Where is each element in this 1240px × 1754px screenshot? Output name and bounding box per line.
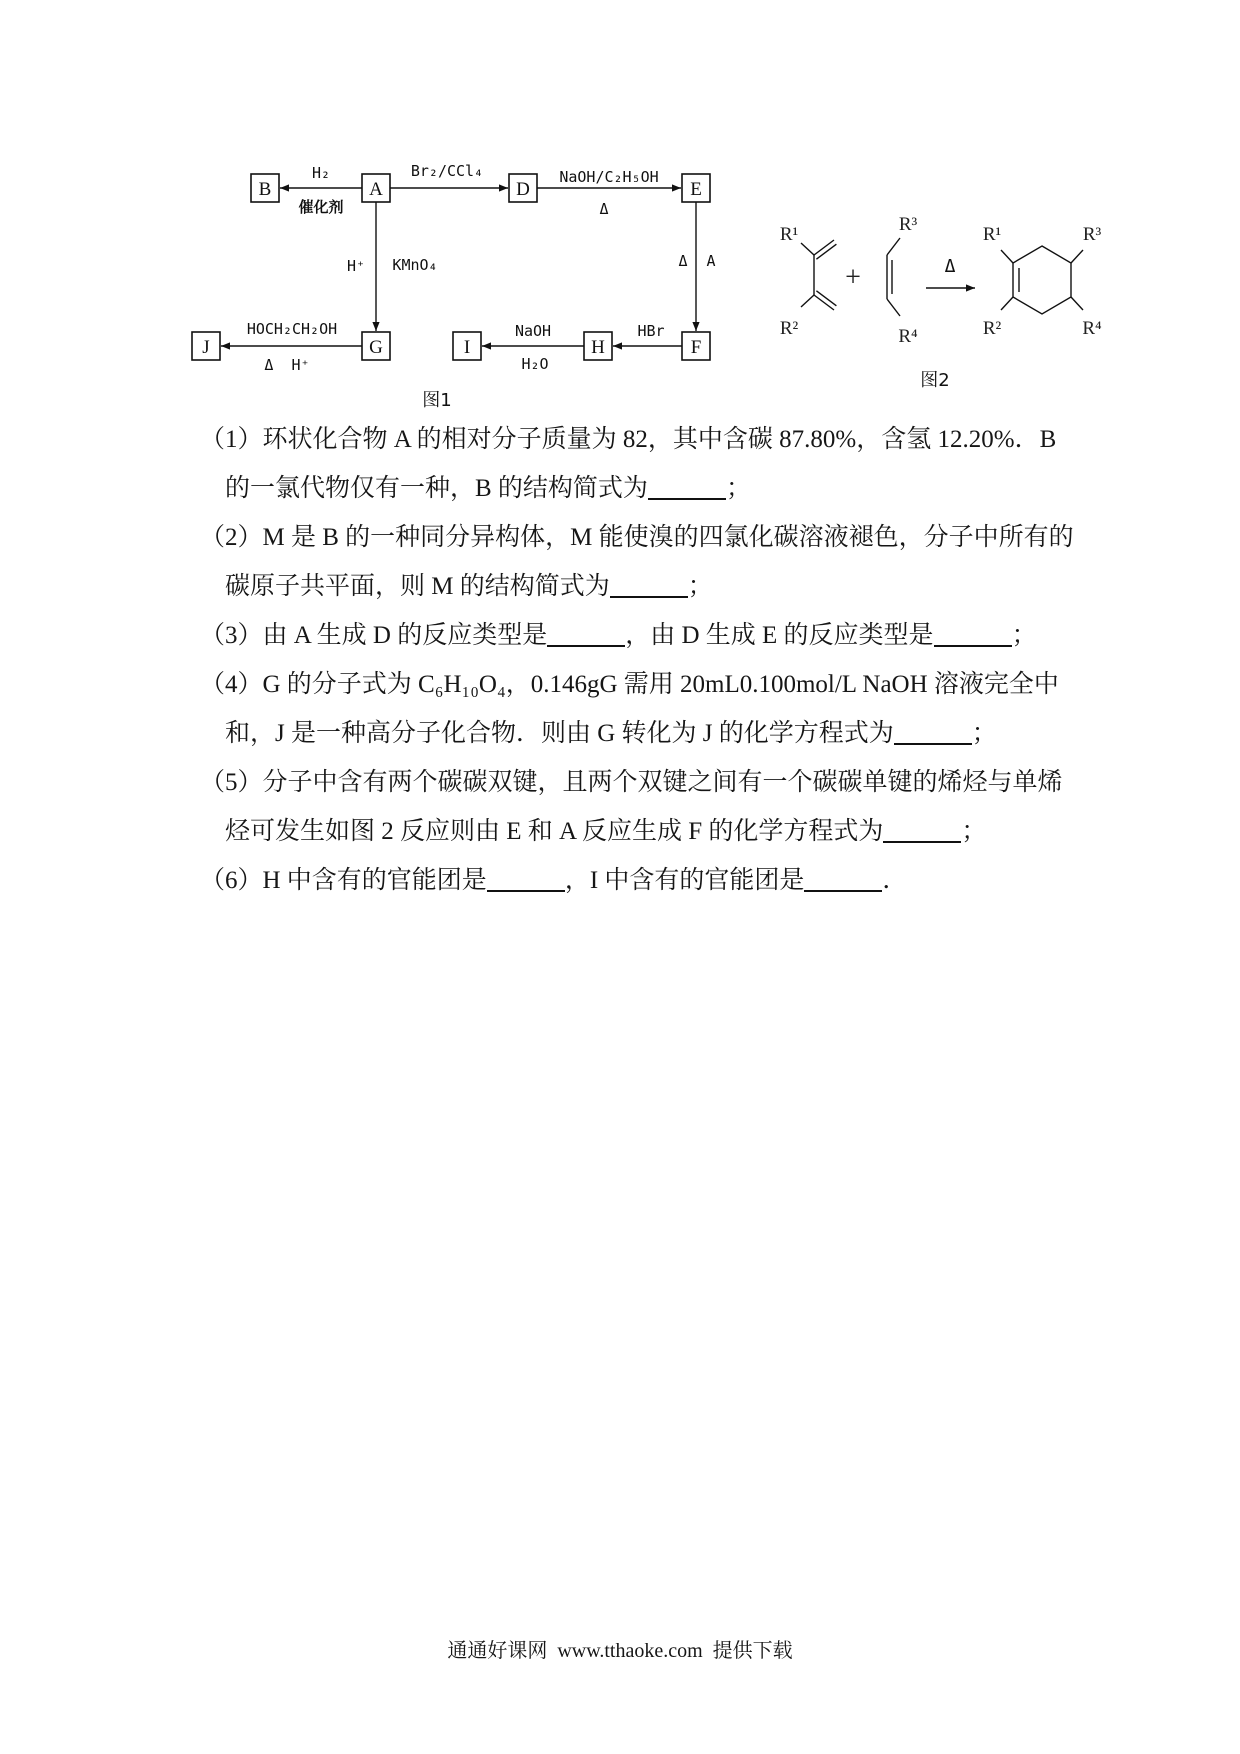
node-label-h: H [591, 337, 605, 358]
product-r2-label: R² [982, 318, 1002, 339]
dienophile-structure [887, 214, 918, 347]
question-4-line-1: （4）G 的分子式为 C₆H₁₀O₄，0.146gG 需用 20mL0.100mol/L NaOH 溶液完全中 [200, 671, 1059, 698]
question-1-line-2-text: 的一氯代物仅有一种，B 的结构简式为 [225, 475, 648, 502]
question-5-line-1: （5）分子中含有两个碳碳双键，且两个双键之间有一个碳碳单键的烯烃与单烯 [200, 769, 1063, 796]
node-label-a: A [369, 179, 383, 200]
alkene-r4-label: R⁴ [898, 326, 918, 347]
reaction-heat-symbol: Δ [944, 256, 956, 277]
product-r3-bond [1071, 250, 1083, 263]
question-4-line-2 [225, 719, 997, 749]
condition-f-to-h-reagent: HBr [637, 322, 665, 340]
condition-a-to-b-catalyst: 催化剂 [298, 198, 344, 216]
figure-2-diels-alder [780, 214, 1102, 391]
condition-e-to-f-reagent: A [706, 252, 716, 270]
node-label-g: G [369, 337, 383, 358]
condition-e-to-f-heat: Δ [678, 252, 688, 270]
question-1-line-1: （1）环状化合物 A 的相对分子质量为 82，其中含碳 87.80%，含氢 12.20%．B [200, 426, 1057, 453]
question-5-line-2-end: ； [961, 818, 987, 845]
plus-sign: + [845, 262, 861, 293]
page-footer: 通通好课网 www.tthaoke.com 提供下载 [447, 1640, 793, 1662]
question-2-line-2 [225, 572, 713, 602]
product-r4-label: R⁴ [1082, 318, 1102, 339]
figures-canvas [0, 0, 1240, 420]
answer-blank [487, 868, 565, 892]
condition-g-to-j-conditions: Δ H⁺ [264, 356, 310, 374]
question-6-part-1: （6）H 中含有的官能团是 [200, 867, 487, 894]
question-6-line-1 [200, 866, 907, 896]
figure-2-caption: 图2 [920, 370, 950, 391]
diene-r2-bond [801, 295, 814, 307]
question-3-part-2: ，由 D 生成 E 的反应类型是 [625, 622, 934, 649]
question-3-part-3: ； [1011, 622, 1037, 649]
figure-1-caption: 图1 [422, 390, 452, 411]
condition-d-to-e-reagent: NaOH/C₂H₅OH [559, 168, 659, 186]
alkene-r3-label: R³ [898, 214, 918, 235]
diene-r1-bond [801, 243, 814, 255]
question-2-line-1: （2）M 是 B 的一种同分异构体，M 能使溴的四氯化碳溶液褪色，分子中所有的 [200, 524, 1074, 551]
question-6-part-2: ，I 中含有的官能团是 [564, 867, 805, 894]
question-5-line-2-text: 烃可发生如图 2 反应则由 E 和 A 反应生成 F 的化学方程式为 [225, 818, 884, 845]
answer-blank [883, 819, 961, 843]
diene-structure [780, 224, 837, 339]
question-4-line-2-end: ； [971, 720, 997, 747]
answer-blank [804, 868, 882, 892]
product-r4-bond [1071, 297, 1083, 310]
alkene-r4-bond [887, 299, 900, 316]
question-6-part-3: ． [882, 867, 908, 894]
question-4-line-2-text: 和，J 是一种高分子化合物．则由 G 转化为 J 的化学方程式为 [225, 720, 894, 747]
condition-a-to-b-reagent: H₂ [311, 164, 331, 182]
question-5-line-2 [225, 817, 986, 847]
figure-1-reaction-scheme [192, 162, 716, 411]
product-r3-label: R³ [1082, 224, 1102, 245]
diene-r2-label: R² [779, 318, 799, 339]
product-ring [1013, 246, 1071, 314]
product-r1-bond [1001, 250, 1013, 263]
answer-blank [547, 623, 625, 647]
answer-blank [894, 721, 972, 745]
node-label-e: E [690, 179, 702, 200]
question-3-line-1 [200, 621, 1037, 651]
node-label-f: F [690, 337, 702, 358]
answer-blank [648, 476, 726, 500]
condition-h-to-i-solvent: H₂O [521, 355, 549, 373]
condition-g-to-j-reagent: HOCH₂CH₂OH [246, 320, 338, 338]
answer-blank [610, 574, 688, 598]
question-2-line-2-text: 碳原子共平面，则 M 的结构简式为 [225, 573, 610, 600]
node-label-j: J [202, 337, 210, 358]
condition-a-to-g-acid: H⁺ [346, 257, 366, 275]
condition-h-to-i-reagent: NaOH [514, 322, 552, 340]
condition-a-to-g-reagent: KMnO₄ [392, 256, 438, 274]
product-r1-label: R¹ [982, 224, 1002, 245]
question-1-line-2-end: ； [725, 475, 751, 502]
condition-d-to-e-heat: Δ [599, 200, 609, 218]
question-3-part-1: （3）由 A 生成 D 的反应类型是 [200, 622, 548, 649]
product-r2-bond [1001, 297, 1013, 310]
condition-a-to-d-reagent: Br₂/CCl₄ [410, 162, 484, 180]
answer-blank [934, 623, 1012, 647]
node-label-b: B [258, 179, 272, 200]
cyclohexene-product [983, 224, 1102, 339]
node-label-i: I [463, 337, 471, 358]
node-label-d: D [516, 179, 530, 200]
question-1-line-2 [225, 474, 751, 504]
alkene-r3-bond [887, 238, 900, 255]
question-2-line-2-end: ； [687, 573, 713, 600]
diene-r1-label: R¹ [779, 224, 799, 245]
